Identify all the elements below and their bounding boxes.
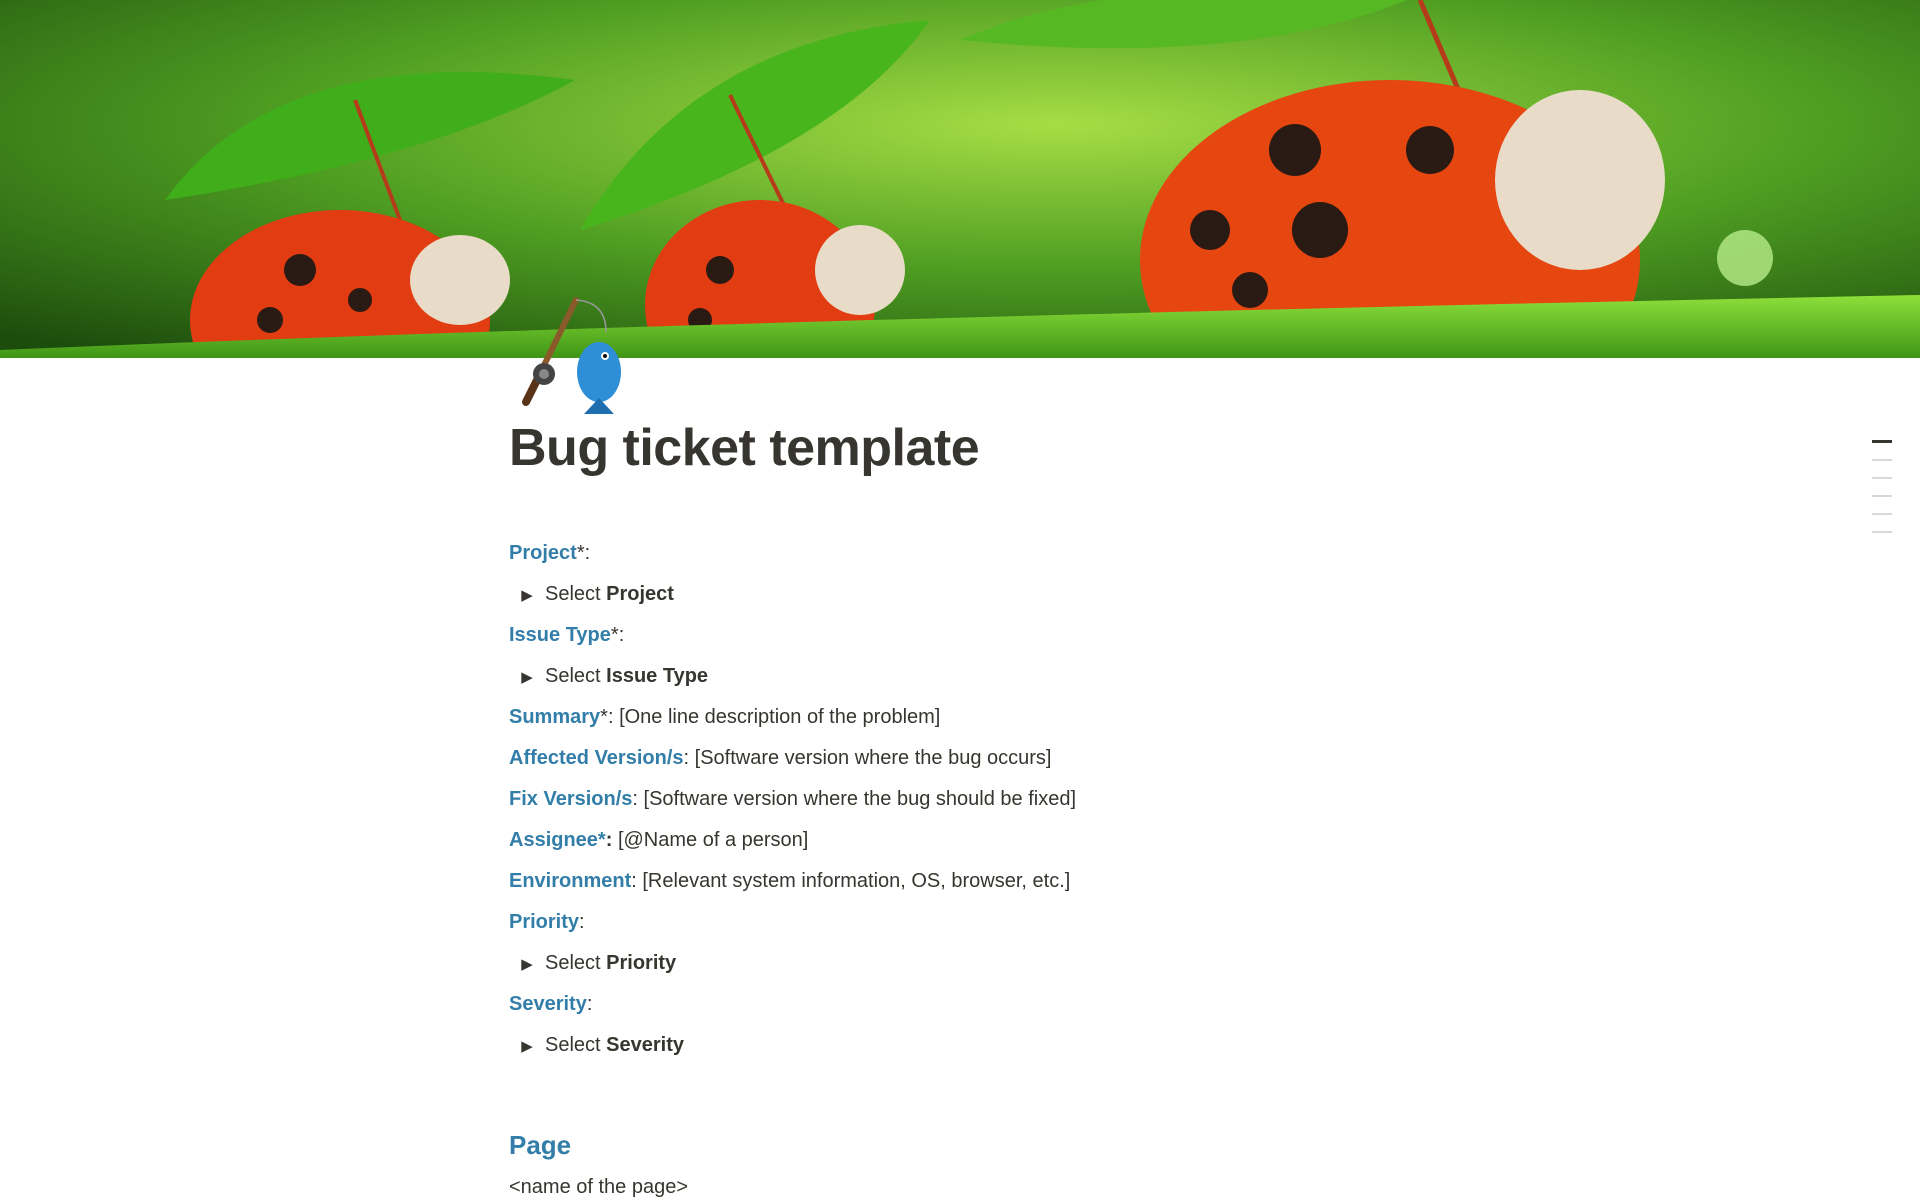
toggle-arrow-icon[interactable]: ▶ <box>521 1038 533 1055</box>
field-severity[interactable] <box>509 984 1409 1025</box>
field-value: [@Name of a person] <box>617 829 809 851</box>
field-suffix: : <box>631 870 643 892</box>
field-suffix: : <box>632 788 644 810</box>
table-of-contents-minimap[interactable] <box>1872 440 1894 549</box>
field-label: Environment <box>509 870 632 892</box>
field-issue-type[interactable] <box>509 615 1409 656</box>
toggle-prefix: Select <box>545 1034 607 1056</box>
toc-line[interactable] <box>1872 513 1892 515</box>
page-content <box>509 533 1409 1066</box>
toggle-label: Priority <box>606 952 677 974</box>
toggle-select-priority[interactable] <box>509 943 1409 984</box>
field-label: Summary <box>509 706 601 728</box>
field-fix-version[interactable] <box>509 779 1409 820</box>
field-suffix: : <box>605 829 618 851</box>
field-affected-version[interactable] <box>509 738 1409 779</box>
toggle-prefix: Select <box>545 952 607 974</box>
field-label: Assignee* <box>509 829 606 851</box>
field-value: [Software version where the bug should be fixed] <box>643 788 1076 810</box>
field-label: Severity <box>509 993 587 1015</box>
toggle-select-project[interactable] <box>509 574 1409 615</box>
field-value: [Software version where the bug occurs] <box>694 747 1052 769</box>
section-heading-page[interactable]: Page <box>509 1130 572 1160</box>
page-name-placeholder[interactable]: <name of the page> <box>509 1176 689 1198</box>
toggle-select-issue-type[interactable] <box>509 656 1409 697</box>
toggle-arrow-icon[interactable]: ▶ <box>521 669 533 686</box>
toggle-arrow-icon[interactable]: ▶ <box>521 956 533 973</box>
toggle-select-severity[interactable] <box>509 1025 1409 1066</box>
field-environment[interactable] <box>509 861 1409 902</box>
field-summary[interactable] <box>509 697 1409 738</box>
field-value: [Relevant system information, OS, browser, etc.] <box>642 870 1071 892</box>
field-label: Issue Type <box>509 624 611 646</box>
field-suffix: : <box>579 911 585 933</box>
toc-line[interactable] <box>1872 477 1892 479</box>
field-suffix: *: <box>600 706 620 728</box>
toc-line[interactable] <box>1872 459 1892 461</box>
toggle-arrow-icon[interactable]: ▶ <box>521 587 533 604</box>
toggle-label: Issue Type <box>606 665 709 687</box>
toc-line[interactable] <box>1872 531 1892 533</box>
field-suffix: *: <box>576 542 591 564</box>
field-label: Affected Version/s <box>509 747 684 769</box>
ladybugs-cover-illustration <box>0 0 1920 358</box>
field-label: Priority <box>509 911 580 933</box>
fishing-rod-and-fish-icon[interactable] <box>506 292 630 416</box>
cover-image[interactable] <box>0 0 1920 358</box>
toggle-prefix: Select <box>545 665 607 687</box>
toggle-label: Project <box>606 583 674 605</box>
toggle-label: Severity <box>606 1034 684 1056</box>
field-label: Fix Version/s <box>509 788 633 810</box>
toc-line-active[interactable] <box>1872 440 1892 443</box>
field-label: Project <box>509 542 577 564</box>
field-project[interactable] <box>509 533 1409 574</box>
field-suffix: *: <box>610 624 625 646</box>
field-value: [One line description of the problem] <box>619 706 941 728</box>
page-title[interactable]: Bug ticket template <box>509 419 980 477</box>
fish-icon <box>577 342 621 402</box>
field-suffix: : <box>683 747 695 769</box>
field-priority[interactable] <box>509 902 1409 943</box>
toc-line[interactable] <box>1872 495 1892 497</box>
toggle-prefix: Select <box>545 583 607 605</box>
field-suffix: : <box>586 993 593 1015</box>
field-assignee[interactable] <box>509 820 1409 861</box>
